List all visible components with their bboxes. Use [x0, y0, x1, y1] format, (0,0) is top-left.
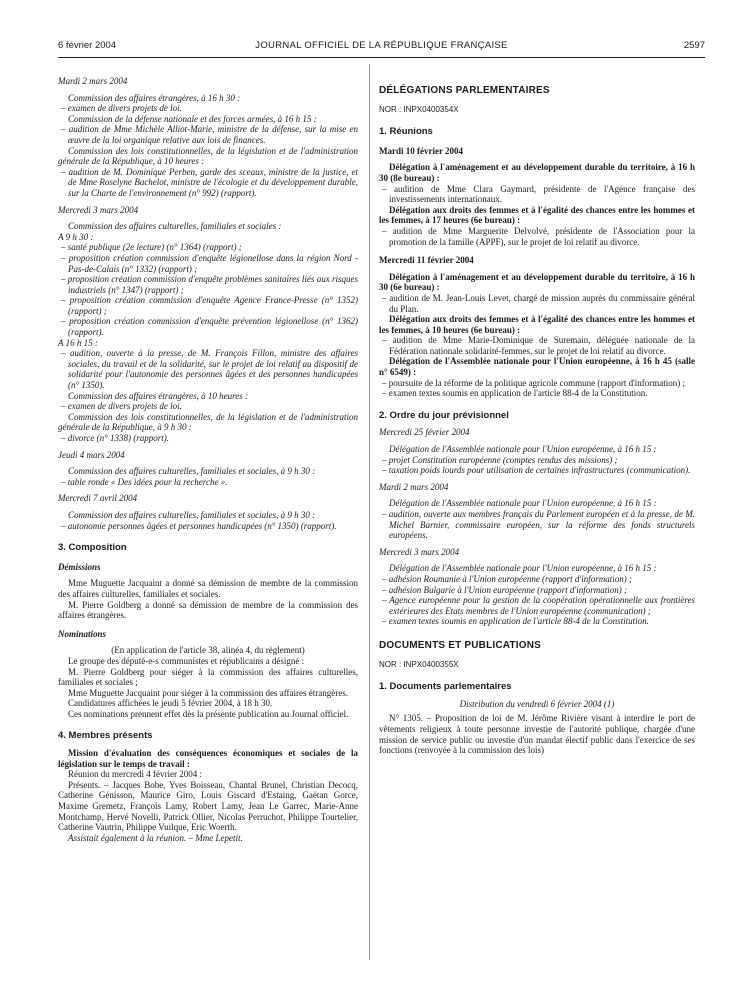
document-entry: N° 1305. – Proposition de loi de M. Jérôme Rivière visant à interdire le port de vêtements religieux à toute personne investie de l'autorité publique, chargée d'une mission de service public ou investie d'un mandat électif public dans l'exercice de ses fonctions (renvoyée à la commission des lois) — [379, 713, 695, 756]
paragraph: M. Pierre Goldberg pour siéger à la commission des affaires culturelles, familiales et sociales ; — [58, 666, 358, 688]
day-heading: Jeudi 4 mars 2004 — [58, 449, 125, 460]
mission-title: Mission d'évaluation des conséquences économiques et sociales de la législation sur le temps de travail : — [58, 748, 358, 769]
agenda-line: – examen textes soumis en application de l'article 88-4 de la Constitution. — [382, 616, 649, 627]
agenda-line: – table ronde « Des idées pour la recherche ». — [61, 476, 228, 487]
agenda-line: – santé publique (2e lecture) (n° 1364) (rapport) ; — [61, 242, 242, 253]
agenda-line: – examen de divers projets de loi. — [61, 401, 182, 412]
agenda-line: – Agence européenne pour la gestion de la coopération opérationnelle aux frontières extérieures des Etats membres de l'Union européenne (communication) ; — [382, 595, 695, 616]
subsection-heading: Nominations — [58, 628, 107, 639]
agenda-line: Délégation à l'aménagement et au développement durable du territoire, à 16 h 30 (6e bureau) : — [379, 271, 695, 293]
agenda-line: – adhésion Roumanie à l'Union européenne (rapport d'information) ; — [382, 573, 632, 584]
agenda-line: Délégation de l'Assemblée nationale pour l'Union européenne, à 16 h 45 (salle n° 6549) : — [379, 356, 695, 378]
agenda-line: – adhésion Bulgarie à l'Union européenne (rapport d'information) ; — [382, 584, 627, 595]
paragraph: Réunion du mercredi 4 février 2004 : — [68, 769, 202, 780]
agenda-line: – audition de Mme Michèle Alliot-Marie, ministre de la défense, sur la mise en œuvre de la loi organique relative aux lois de finances. — [61, 124, 358, 145]
agenda-line: – divorce (n° 1338) (rapport). — [61, 433, 169, 443]
agenda-line: – projet Constitution européenne (comptes rendus des missions) ; — [382, 454, 618, 465]
nor-reference: NOR : INPX0400355X — [379, 659, 459, 669]
nor-reference: NOR : INPX0400354X — [379, 104, 459, 114]
paragraph: Ces nominations prennent effet dès la présente publication au Journal officiel. — [68, 708, 349, 719]
agenda-line: Délégation de l'Assemblée nationale pour l'Union européenne, à 16 h 15 : — [389, 563, 657, 574]
agenda-line: Délégation à l'aménagement et au développement durable du territoire, à 16 h 30 (8e bureau) : — [379, 162, 695, 183]
column-divider — [369, 64, 370, 960]
left-column — [58, 70, 358, 843]
section-heading: 4. Membres présents — [58, 730, 153, 742]
agenda-line: – proposition création commission d'enquête Agence France-Presse (n° 1352) (rapport) ; — [61, 295, 358, 316]
paragraph: Assistait également à la réunion. – Mme Lepetit. — [68, 832, 243, 843]
agenda-line: – examen textes soumis en application de l'article 88-4 de la Constitution. — [382, 388, 648, 399]
agenda-line: Commission des affaires culturelles, familiales et sociales : — [68, 221, 282, 232]
distribution-line: Distribution du vendredi 6 février 2004 (1) — [459, 698, 615, 709]
paragraph: (En application de l'article 38, alinéa 4, du règlement) — [111, 645, 305, 656]
agenda-line: Délégation de l'Assemblée nationale pour l'Union européenne, à 16 h 15 : — [389, 444, 657, 455]
agenda-line: – proposition création commission d'enquête prévention légionellose (n° 1362) (rapport). — [61, 316, 358, 338]
paragraph: Mme Muguette Jacquaint a donné sa démission de membre de la commission des affaires culturelles, familiales et sociales. — [58, 578, 358, 599]
day-heading: Mardi 2 mars 2004 — [379, 481, 449, 492]
agenda-line: – autonomie personnes âgées et personnes handicapées (n° 1350) (rapport). — [61, 520, 337, 531]
agenda-line: – audition, ouverte à la presse, de M. François Fillon, ministre des affaires sociales, du travail et de la solidarité, sur le projet de loi relatif au dispositif de solidarité pour l'autonomie des personnes âgées et des personnes handicapées (n° 1350). — [61, 348, 358, 391]
paragraph: Le groupe des député-e-s communistes et républicains a désigné : — [68, 655, 305, 666]
subsection-heading: Démissions — [58, 561, 101, 572]
section-heading: 1. Documents parlementaires — [379, 681, 512, 693]
agenda-line: – poursuite de la réforme de la politique agricole commune (rapport d'information) ; — [382, 377, 686, 388]
agenda-line: Commission des lois constitutionnelles, de la législation et de l'administration générale de la République, à 10 heures : — [58, 145, 358, 167]
paragraph: M. Pierre Goldberg a donné sa démission de membre de la commission des affaires étrangères. — [58, 599, 358, 621]
agenda-line: – audition, ouverte aux membres français du Parlement européen et à la presse, de M. Michel Barnier, commissaire européen, sur la réforme des fonds structurels européens. — [382, 509, 695, 541]
agenda-line: – proposition création commission d'enquête légionellose dans la région Nord - Pas-de-Calais (n° 1332) (rapport) ; — [61, 252, 358, 274]
agenda-line: Commission des affaires étrangères, à 10 heures : — [68, 390, 248, 401]
day-heading: Mercredi 25 février 2004 — [379, 427, 470, 438]
agenda-line: A 16 h 15 : — [58, 337, 98, 348]
agenda-line: – audition de M. Jean-Louis Levet, chargé de mission auprès du commissaire général du Plan. — [382, 292, 695, 314]
right-column — [379, 70, 695, 756]
agenda-line: – taxation poids lourds pour utilisation de certaines infrastructures (communication). — [382, 465, 691, 476]
agenda-line: A 9 h 30 : — [58, 231, 94, 242]
agenda-line: Délégation de l'Assemblée nationale pour l'Union européenne, à 16 h 15 : — [389, 498, 657, 509]
section-heading: 1. Réunions — [379, 126, 433, 138]
agenda-line: Commission des affaires culturelles, familiales et sociales, à 9 h 30 : — [68, 466, 316, 477]
day-heading: Mercredi 3 mars 2004 — [58, 204, 139, 215]
day-heading: Mercredi 11 février 2004 — [379, 255, 474, 266]
agenda-line: Commission des lois constitutionnelles, de la législation et de l'administration générale de la République, à 9 h 30 : — [58, 411, 358, 433]
agenda-line: Délégation aux droits des femmes et à l'égalité des chances entre les hommes et les femmes, à 17 heures (6e bureau) : — [379, 204, 695, 226]
agenda-line: – audition de Mme Clara Gaymard, présidente de l'Agence française des investissements internationaux. — [382, 183, 695, 205]
agenda-line: Commission des affaires étrangères, à 16 h 30 : — [68, 92, 241, 103]
agenda-line: – audition de M. Dominique Perben, garde des sceaux, ministre de la justice, et de Mme Roselyne Bachelot, ministre de l'écologie et du développement durable, sur la Charte de l'environnement (n° 992) (rapport). — [61, 166, 358, 198]
header-rule — [58, 57, 705, 58]
section-banner: DÉLÉGATIONS PARLEMENTAIRES — [379, 85, 550, 96]
presents-list: Présents. – Jacques Bobe, Yves Boisseau, Chantal Brunel, Christian Decocq, Catherine Génisson, Maurice Giro, Louis Giscard d'Estaing, Gaëtan Gorce, Maxime Gremetz, François Lamy, Robert Lamy, Jean Le Garrec, Marie-Anne Montchamp, Hervé Novelli, Patrick Ollier, Nicolas Perruchot, Philippe Tourtelier, Catherine Vautrin, Philippe Vuilque, Eric Woerth. — [58, 779, 358, 833]
agenda-line: – audition de Mme Marguerite Delvolvé, présidente de l'Association pour la promotion de la famille (APPF), sur le projet de loi relatif au divorce. — [382, 225, 695, 247]
day-heading: Mercredi 3 mars 2004 — [379, 546, 460, 557]
day-heading: Mardi 2 mars 2004 — [58, 76, 128, 86]
journal-title: JOURNAL OFFICIEL DE LA RÉPUBLIQUE FRANÇAISE — [255, 40, 508, 51]
agenda-line: Délégation aux droits des femmes et à l'égalité des chances entre les hommes et les femmes, à 10 heures (6e bureau) : — [379, 314, 695, 335]
section-banner: DOCUMENTS ET PUBLICATIONS — [379, 639, 542, 651]
agenda-line: – proposition création commission d'enquête problèmes sanitaires liés aux risques industriels (n° 1347) (rapport) ; — [61, 274, 358, 295]
agenda-line: Commission des affaires culturelles, familiales et sociales, à 9 h 30 : — [68, 509, 316, 520]
day-heading: Mercredi 7 avril 2004 — [58, 493, 138, 504]
agenda-line: – audition de Mme Marie-Dominique de Suremain, déléguée nationale de la Fédération nationale solidarité-femmes, sur le projet de loi relatif au divorce. — [382, 335, 695, 356]
section-heading: 2. Ordre du jour prévisionnel — [379, 409, 509, 421]
agenda-line: Commission de la défense nationale et des forces armées, à 16 h 15 : — [68, 113, 317, 124]
agenda-line: – examen de divers projets de loi. — [61, 103, 182, 114]
section-heading: 3. Composition — [58, 542, 127, 554]
page-number: 2597 — [683, 40, 705, 51]
paragraph: Mme Muguette Jacquaint pour siéger à la commission des affaires étrangères. — [68, 687, 348, 698]
day-heading: Mardi 10 février 2004 — [379, 145, 464, 156]
header-date: 6 février 2004 — [58, 40, 117, 51]
paragraph: Candidatures affichées le jeudi 5 février 2004, à 18 h 30. — [68, 698, 273, 709]
page-header — [58, 40, 705, 54]
